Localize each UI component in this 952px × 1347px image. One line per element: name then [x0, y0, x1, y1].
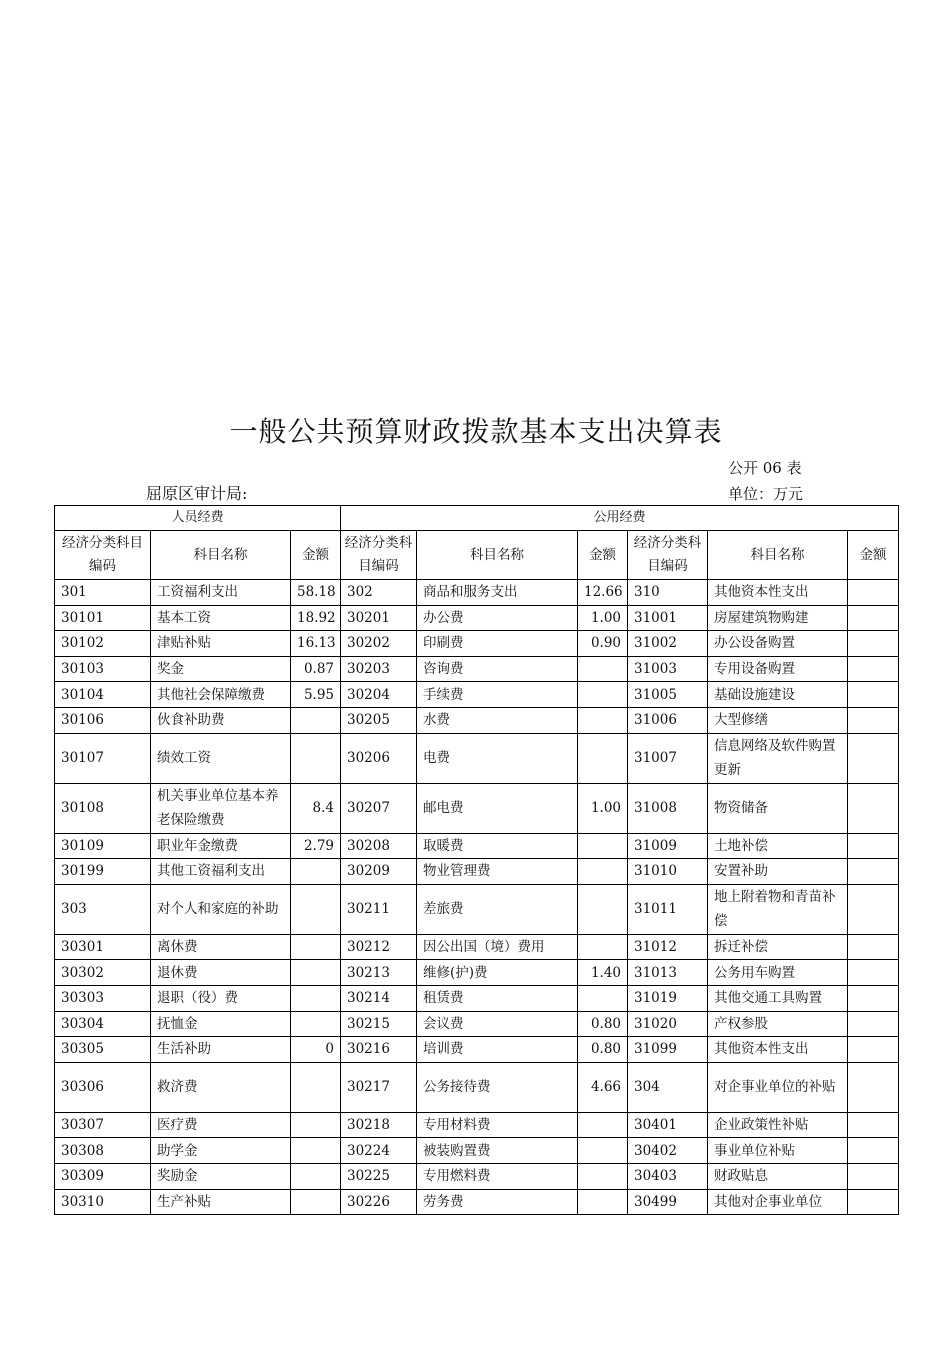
amount-cell	[291, 1112, 341, 1138]
name-cell: 物资储备	[708, 783, 848, 833]
code-cell: 30304	[55, 1011, 151, 1037]
amount-cell	[578, 1163, 628, 1189]
code-cell: 30303	[55, 985, 151, 1011]
name-cell: 安置补助	[708, 859, 848, 885]
amount-cell	[848, 1189, 899, 1215]
name-cell: 公务用车购置	[708, 960, 848, 986]
name-cell: 工资福利支出	[151, 580, 291, 606]
amount-cell	[848, 884, 899, 934]
amount-cell	[578, 859, 628, 885]
amount-cell	[848, 1163, 899, 1189]
code-cell: 30307	[55, 1112, 151, 1138]
amount-cell	[291, 1062, 341, 1112]
amount-cell	[848, 985, 899, 1011]
code-cell: 30206	[341, 733, 417, 783]
amount-cell	[578, 1138, 628, 1164]
table-row	[55, 682, 899, 708]
amount-cell	[291, 733, 341, 783]
name-cell: 职业年金缴费	[151, 833, 291, 859]
table-row	[55, 631, 899, 657]
amount-cell: 1.40	[578, 960, 628, 986]
amount-cell: 0.80	[578, 1011, 628, 1037]
amount-cell	[848, 631, 899, 657]
amount-cell	[848, 1138, 899, 1164]
table-row	[55, 1062, 899, 1112]
table-row	[55, 1189, 899, 1215]
code-cell: 30402	[628, 1138, 708, 1164]
name-cell: 基本工资	[151, 605, 291, 631]
amount-cell	[848, 682, 899, 708]
code-cell: 30302	[55, 960, 151, 986]
code-cell: 31013	[628, 960, 708, 986]
code-cell: 30215	[341, 1011, 417, 1037]
table-row	[55, 934, 899, 960]
name-cell: 医疗费	[151, 1112, 291, 1138]
code-cell: 30103	[55, 656, 151, 682]
code-cell: 31006	[628, 707, 708, 733]
amount-cell: 4.66	[578, 1062, 628, 1112]
table-row	[55, 580, 899, 606]
name-cell: 其他社会保障缴费	[151, 682, 291, 708]
amount-cell	[578, 733, 628, 783]
code-cell: 30211	[341, 884, 417, 934]
name-cell: 地上附着物和青苗补偿	[708, 884, 848, 934]
name-cell: 大型修缮	[708, 707, 848, 733]
expenditure-table	[54, 505, 899, 1215]
code-cell: 31008	[628, 783, 708, 833]
table-row	[55, 1112, 899, 1138]
amount-cell: 5.95	[291, 682, 341, 708]
code-cell: 302	[341, 580, 417, 606]
amount-cell	[848, 960, 899, 986]
name-cell: 其他对企事业单位	[708, 1189, 848, 1215]
header-name: 科目名称	[417, 531, 578, 580]
table-row	[55, 960, 899, 986]
amount-cell	[848, 1011, 899, 1037]
name-cell: 对个人和家庭的补助	[151, 884, 291, 934]
name-cell: 其他工资福利支出	[151, 859, 291, 885]
header-code: 经济分类科目编码	[628, 531, 708, 580]
amount-cell	[291, 1189, 341, 1215]
name-cell: 土地补偿	[708, 833, 848, 859]
code-cell: 30310	[55, 1189, 151, 1215]
code-cell: 31007	[628, 733, 708, 783]
code-cell: 31010	[628, 859, 708, 885]
table-row	[55, 707, 899, 733]
code-cell: 31019	[628, 985, 708, 1011]
code-cell: 30301	[55, 934, 151, 960]
name-cell: 救济费	[151, 1062, 291, 1112]
code-cell: 31011	[628, 884, 708, 934]
code-cell: 303	[55, 884, 151, 934]
header-name: 科目名称	[151, 531, 291, 580]
code-cell: 31002	[628, 631, 708, 657]
table-row	[55, 605, 899, 631]
table-row	[55, 783, 899, 833]
amount-cell	[848, 707, 899, 733]
table-row	[55, 656, 899, 682]
name-cell: 专用材料费	[417, 1112, 578, 1138]
name-cell: 维修(护)费	[417, 960, 578, 986]
name-cell: 租赁费	[417, 985, 578, 1011]
name-cell: 生活补助	[151, 1037, 291, 1063]
name-cell: 取暖费	[417, 833, 578, 859]
code-cell: 30499	[628, 1189, 708, 1215]
code-cell: 30203	[341, 656, 417, 682]
name-cell: 电费	[417, 733, 578, 783]
name-cell: 生产补贴	[151, 1189, 291, 1215]
amount-cell	[848, 833, 899, 859]
name-cell: 劳务费	[417, 1189, 578, 1215]
name-cell: 事业单位补贴	[708, 1138, 848, 1164]
amount-cell	[848, 656, 899, 682]
table-row	[55, 985, 899, 1011]
amount-cell: 1.00	[578, 605, 628, 631]
table-row	[55, 1011, 899, 1037]
name-cell: 邮电费	[417, 783, 578, 833]
name-cell: 咨询费	[417, 656, 578, 682]
code-cell: 304	[628, 1062, 708, 1112]
code-cell: 30207	[341, 783, 417, 833]
code-cell: 30224	[341, 1138, 417, 1164]
name-cell: 印刷费	[417, 631, 578, 657]
name-cell: 办公设备购置	[708, 631, 848, 657]
amount-cell	[291, 859, 341, 885]
name-cell: 津贴补贴	[151, 631, 291, 657]
amount-cell	[848, 934, 899, 960]
amount-cell	[848, 1112, 899, 1138]
code-cell: 301	[55, 580, 151, 606]
code-cell: 30106	[55, 707, 151, 733]
amount-cell	[578, 682, 628, 708]
code-cell: 31099	[628, 1037, 708, 1063]
name-cell: 伙食补助费	[151, 707, 291, 733]
name-cell: 退职（役）费	[151, 985, 291, 1011]
name-cell: 办公费	[417, 605, 578, 631]
form-number: 公开 06 表	[728, 459, 802, 477]
name-cell: 助学金	[151, 1138, 291, 1164]
amount-cell	[291, 934, 341, 960]
code-cell: 30306	[55, 1062, 151, 1112]
amount-cell	[848, 733, 899, 783]
name-cell: 奖励金	[151, 1163, 291, 1189]
code-cell: 30107	[55, 733, 151, 783]
code-cell: 30201	[341, 605, 417, 631]
name-cell: 其他资本性支出	[708, 1037, 848, 1063]
name-cell: 抚恤金	[151, 1011, 291, 1037]
code-cell: 30213	[341, 960, 417, 986]
amount-cell	[578, 656, 628, 682]
code-cell: 30217	[341, 1062, 417, 1112]
page-title: 一般公共预算财政拨款基本支出决算表	[229, 415, 723, 448]
header-name: 科目名称	[708, 531, 848, 580]
amount-cell	[291, 1011, 341, 1037]
amount-cell	[291, 884, 341, 934]
name-cell: 财政贴息	[708, 1163, 848, 1189]
amount-cell	[578, 1189, 628, 1215]
table-row	[55, 1037, 899, 1063]
code-cell: 30309	[55, 1163, 151, 1189]
name-cell: 专用燃料费	[417, 1163, 578, 1189]
name-cell: 基础设施建设	[708, 682, 848, 708]
amount-cell: 0.90	[578, 631, 628, 657]
amount-cell: 0.87	[291, 656, 341, 682]
code-cell: 310	[628, 580, 708, 606]
name-cell: 产权参股	[708, 1011, 848, 1037]
name-cell: 其他交通工具购置	[708, 985, 848, 1011]
code-cell: 31012	[628, 934, 708, 960]
name-cell: 信息网络及软件购置更新	[708, 733, 848, 783]
amount-cell: 58.18	[291, 580, 341, 606]
amount-cell	[291, 985, 341, 1011]
code-cell: 31005	[628, 682, 708, 708]
amount-cell	[291, 960, 341, 986]
name-cell: 物业管理费	[417, 859, 578, 885]
amount-cell	[291, 1163, 341, 1189]
name-cell: 其他资本性支出	[708, 580, 848, 606]
code-cell: 30308	[55, 1138, 151, 1164]
code-cell: 30218	[341, 1112, 417, 1138]
code-cell: 30204	[341, 682, 417, 708]
amount-cell: 18.92	[291, 605, 341, 631]
header-amount: 金额	[578, 531, 628, 580]
name-cell: 手续费	[417, 682, 578, 708]
amount-cell: 0	[291, 1037, 341, 1063]
amount-cell: 8.4	[291, 783, 341, 833]
table-row	[55, 1163, 899, 1189]
amount-cell	[578, 833, 628, 859]
table-row	[55, 833, 899, 859]
code-cell: 30403	[628, 1163, 708, 1189]
code-cell: 30208	[341, 833, 417, 859]
code-cell: 30199	[55, 859, 151, 885]
name-cell: 会议费	[417, 1011, 578, 1037]
amount-cell: 12.66	[578, 580, 628, 606]
amount-cell: 1.00	[578, 783, 628, 833]
name-cell: 培训费	[417, 1037, 578, 1063]
code-cell: 30101	[55, 605, 151, 631]
name-cell: 退休费	[151, 960, 291, 986]
table-row	[55, 884, 899, 934]
code-cell: 30205	[341, 707, 417, 733]
amount-cell	[578, 985, 628, 1011]
code-cell: 30109	[55, 833, 151, 859]
name-cell: 离休费	[151, 934, 291, 960]
name-cell: 绩效工资	[151, 733, 291, 783]
code-cell: 30209	[341, 859, 417, 885]
header-code: 经济分类科目编码	[341, 531, 417, 580]
code-cell: 30104	[55, 682, 151, 708]
amount-cell	[291, 707, 341, 733]
amount-cell	[848, 783, 899, 833]
name-cell: 机关事业单位基本养老保险缴费	[151, 783, 291, 833]
table-row	[55, 859, 899, 885]
name-cell: 差旅费	[417, 884, 578, 934]
amount-cell: 16.13	[291, 631, 341, 657]
unit-label: 单位：万元	[728, 485, 804, 503]
code-cell: 31003	[628, 656, 708, 682]
amount-cell	[578, 1112, 628, 1138]
name-cell: 房屋建筑物购建	[708, 605, 848, 631]
name-cell: 专用设备购置	[708, 656, 848, 682]
name-cell: 对企事业单位的补贴	[708, 1062, 848, 1112]
name-cell: 企业政策性补贴	[708, 1112, 848, 1138]
code-cell: 30226	[341, 1189, 417, 1215]
unit-name: 屈原区审计局:	[146, 484, 248, 503]
code-cell: 30214	[341, 985, 417, 1011]
group-personnel-header: 人员经费	[55, 506, 341, 531]
table-row	[55, 1138, 899, 1164]
name-cell: 因公出国（境）费用	[417, 934, 578, 960]
header-code: 经济分类科目编码	[55, 531, 151, 580]
code-cell: 30102	[55, 631, 151, 657]
amount-cell: 0.80	[578, 1037, 628, 1063]
name-cell: 奖金	[151, 656, 291, 682]
amount-cell	[848, 1037, 899, 1063]
group-public-header: 公用经费	[341, 506, 899, 531]
name-cell: 被装购置费	[417, 1138, 578, 1164]
code-cell: 30216	[341, 1037, 417, 1063]
amount-cell	[848, 859, 899, 885]
amount-cell	[578, 884, 628, 934]
table-row	[55, 733, 899, 783]
code-cell: 30212	[341, 934, 417, 960]
code-cell: 30305	[55, 1037, 151, 1063]
amount-cell	[291, 1138, 341, 1164]
amount-cell	[578, 707, 628, 733]
name-cell: 拆迁补偿	[708, 934, 848, 960]
code-cell: 30401	[628, 1112, 708, 1138]
code-cell: 31020	[628, 1011, 708, 1037]
code-cell: 30225	[341, 1163, 417, 1189]
code-cell: 30202	[341, 631, 417, 657]
header-amount: 金额	[848, 531, 899, 580]
name-cell: 公务接待费	[417, 1062, 578, 1112]
code-cell: 31009	[628, 833, 708, 859]
amount-cell: 2.79	[291, 833, 341, 859]
name-cell: 商品和服务支出	[417, 580, 578, 606]
code-cell: 31001	[628, 605, 708, 631]
code-cell: 30108	[55, 783, 151, 833]
amount-cell	[848, 1062, 899, 1112]
header-amount: 金额	[291, 531, 341, 580]
name-cell: 水费	[417, 707, 578, 733]
amount-cell	[848, 580, 899, 606]
amount-cell	[848, 605, 899, 631]
amount-cell	[578, 934, 628, 960]
